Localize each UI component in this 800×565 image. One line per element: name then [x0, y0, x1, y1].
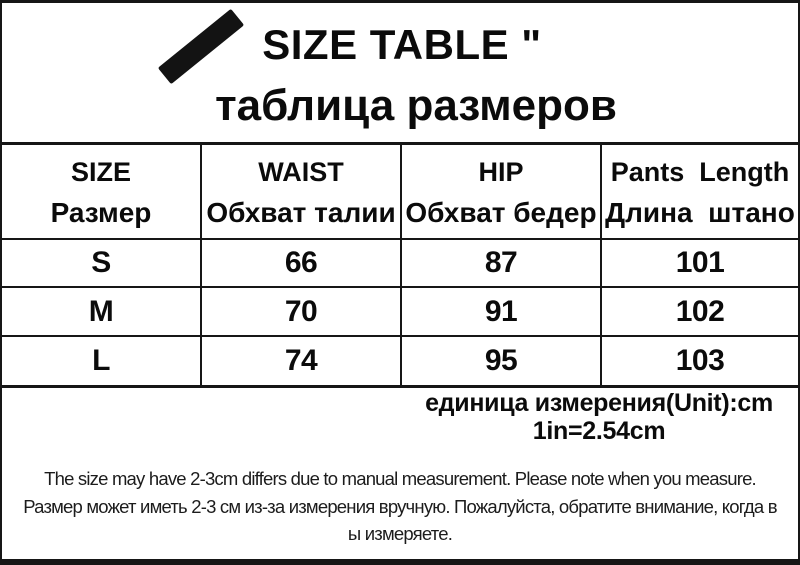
table-row-m-length: 102 [602, 288, 798, 337]
header-pants-length-en: Pants Length [610, 156, 790, 187]
header-waist-en: WAIST [258, 156, 344, 187]
size-table [2, 142, 798, 388]
header-hip-ru: Обхват бедер [405, 196, 597, 228]
table-row-l-size: L [2, 337, 202, 385]
header-waist [202, 145, 402, 240]
header-size [2, 145, 202, 240]
header-hip [402, 145, 602, 240]
disclaimer-line-en: The size may have 2-3cm differs due to manual measurement. Please note when you measure. [44, 468, 756, 489]
table-row-s-waist: 66 [202, 240, 402, 288]
disclaimer-line-ru-2: ы измеряете. [347, 523, 453, 544]
disclaimer-line-ru-1: Размер может иметь 2-3 см из-за измерения вручную. Пожалуйста, обратите внимание, когда в [23, 495, 777, 517]
table-row-s-length: 101 [602, 240, 798, 288]
header-size-en: SIZE [70, 156, 131, 187]
table-row-m-hip: 91 [402, 288, 602, 337]
header-pants-length-ru: Длина штано [605, 196, 795, 228]
table-row-m-size: M [2, 288, 202, 337]
unit-note-line2: 1in=2.54cm [532, 417, 666, 445]
table-row-l-waist: 74 [202, 337, 402, 385]
header-pants-length [602, 145, 798, 240]
header-waist-ru: Обхват талии [206, 196, 396, 228]
header-size-ru: Размер [50, 196, 152, 228]
page-subtitle: таблица размеров [215, 81, 617, 130]
table-row-s-hip: 87 [402, 240, 602, 288]
measurement-disclaimer [10, 465, 790, 548]
table-row-m-waist: 70 [202, 288, 402, 337]
table-row-l-length: 103 [675, 344, 725, 377]
page-title: SIZE TABLE " [262, 21, 542, 68]
table-row-s-size: S [2, 240, 202, 288]
header-hip-en: HIP [478, 156, 524, 187]
unit-note [402, 389, 796, 445]
table-row-l-hip: 95 [402, 337, 602, 385]
unit-note-line1: единица измерения(Unit):cm [425, 389, 773, 417]
